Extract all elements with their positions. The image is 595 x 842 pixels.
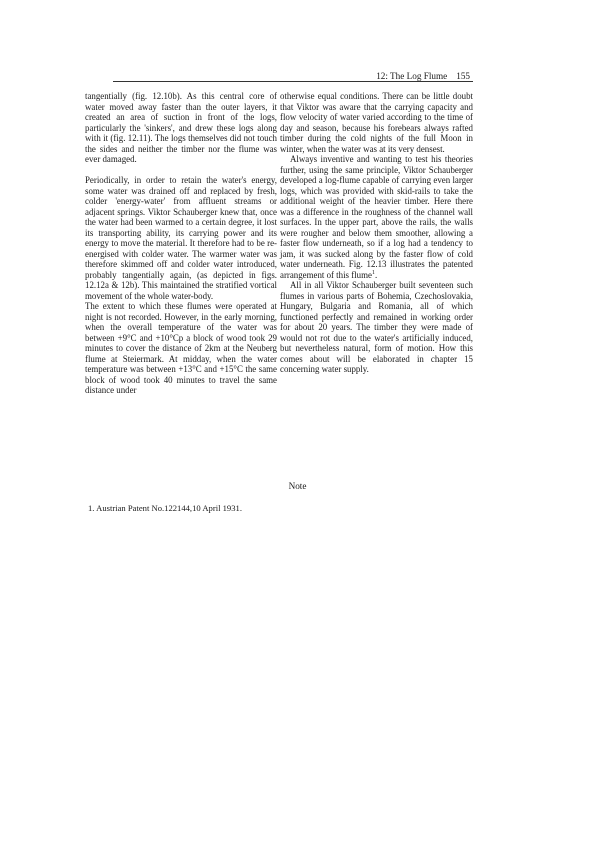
running-head	[376, 71, 470, 81]
paragraph: otherwise equal conditions. There can be little doubt that Viktor was aware that the carrying capacity and flow velocity of water varied according to the time of day and season, because his forebears always rafted timber during the cold nights of the full Moon in winter, when the water was at its very densest.	[280, 91, 473, 154]
chapter-title: 12: The Log Flume	[376, 71, 448, 81]
paragraph: The extent to which these flumes were operated at night is not recorded. However, in the early morning, when the overall temperature of the water was between +9°C and +10°Cp a block of wood took 29 minutes to cover the distance of 2km at the Neuberg flume at Steiermark. At midday, when the water temperature was between +13°C and +15°C the same block of wood took 40 minutes to travel the same distance under	[85, 301, 277, 395]
left-column	[85, 91, 277, 396]
paragraph: All in all Viktor Schauberger built seventeen such flumes in various parts of Bohemia, Czechoslovakia, Hungary, Bulgaria and Romania, all of which functioned perfectly and remained in working order for about 20 years. The timber they were made of would not rot due to the water's artificially induced, but nevertheless natural, form of motion. How this comes about will be elaborated in chapter 15 concerning water supply.	[280, 280, 473, 374]
right-column	[280, 91, 473, 375]
paragraph-end: .	[374, 269, 378, 280]
paragraph-text: Always inventive and wanting to test his theories further, using the same principle, Viktor Schauberger developed a log-flume capable of carrying even larger logs, which was provided with skid-rails to take the additional weight of the heavier timber. Here there was a difference in the roughness of the channel wall surfaces. In the upper part, above the rails, the walls were rougher and below them smoother, allowing a faster flow underneath, so if a log had a tendency to jam, it was sucked along by the faster flow of cold water underneath. Fig. 12.13 illustrates the patented arrangement of this flume	[280, 154, 473, 280]
footnote-reference[interactable]: 1	[371, 269, 375, 276]
paragraph: Periodically, in order to retain the water's energy, some water was drained off and replaced by fresh, colder 'energy-water' from affluent streams or adjacent springs. Viktor Schauberger knew that, once the water had been warmed to a certain degree, it lost its transporting ability, its carrying power and its energy to move the material. It therefore had to be re-energised with colder water. The warmer water was therefore skimmed off and colder water introduced, probably tangentially again, (as depicted in figs. 12.12a & 12b). This maintained the stratified vortical movement of the whole water-body.	[85, 175, 277, 301]
page-number: 155	[456, 71, 470, 81]
header-rule	[113, 81, 473, 82]
notes-heading: Note	[288, 481, 307, 491]
paragraph: tangentially (fig. 12.10b). As this central core of water moved away faster than the outer layers, it created an area of suction in front of the logs, particularly the 'sinkers', and drew these logs along with it (fig. 12.11). The logs themselves did not touch the sides and neither the timber nor the flume was ever damaged.	[85, 91, 277, 164]
footnote: 1. Austrian Patent No.122144,10 April 1931.	[88, 503, 242, 513]
paragraph	[280, 154, 473, 280]
